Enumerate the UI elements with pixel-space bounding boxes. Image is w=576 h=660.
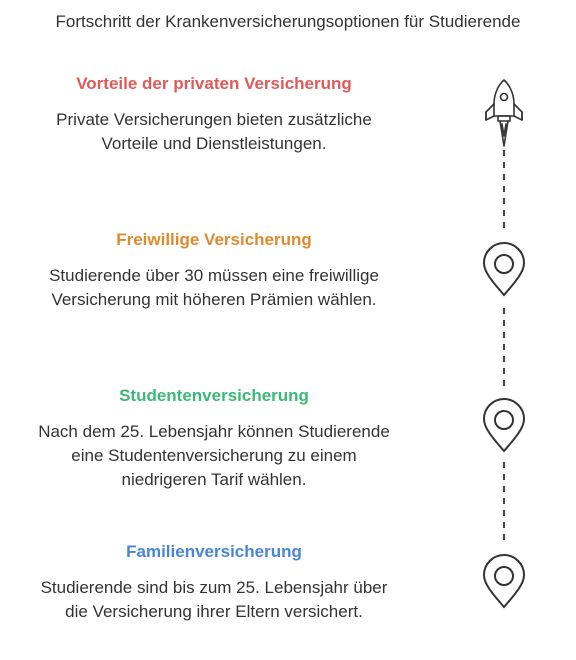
step-4-heading: Familienversicherung: [126, 542, 302, 561]
location-pin-icon: [484, 399, 524, 451]
step-3-heading: Studentenversicherung: [119, 386, 309, 405]
location-pin-icon: [484, 555, 524, 607]
step-1-heading: Vorteile der privaten Versicherung: [76, 74, 352, 93]
diagram-title: Fortschritt der Krankenversicherungsoptionen für Studierende: [55, 12, 521, 31]
step-1-text: Private Versicherungen bieten zusätzliche Vorteile und Dienstleistungen.: [56, 110, 372, 153]
location-pin-icon: [484, 243, 524, 295]
step-3-text: Nach dem 25. Lebensjahr können Studierende eine Studentenversicherung zu einem niedrigeren Tarif wählen.: [38, 422, 390, 489]
rocket-icon: [486, 80, 522, 146]
step-2-heading: Freiwillige Versicherung: [116, 230, 312, 249]
step-4-text: Studierende sind bis zum 25. Lebensjahr über die Versicherung ihrer Eltern versichert.: [40, 578, 388, 621]
step-2-text: Studierende über 30 müssen eine freiwillige Versicherung mit höheren Prämien wählen.: [49, 266, 379, 309]
